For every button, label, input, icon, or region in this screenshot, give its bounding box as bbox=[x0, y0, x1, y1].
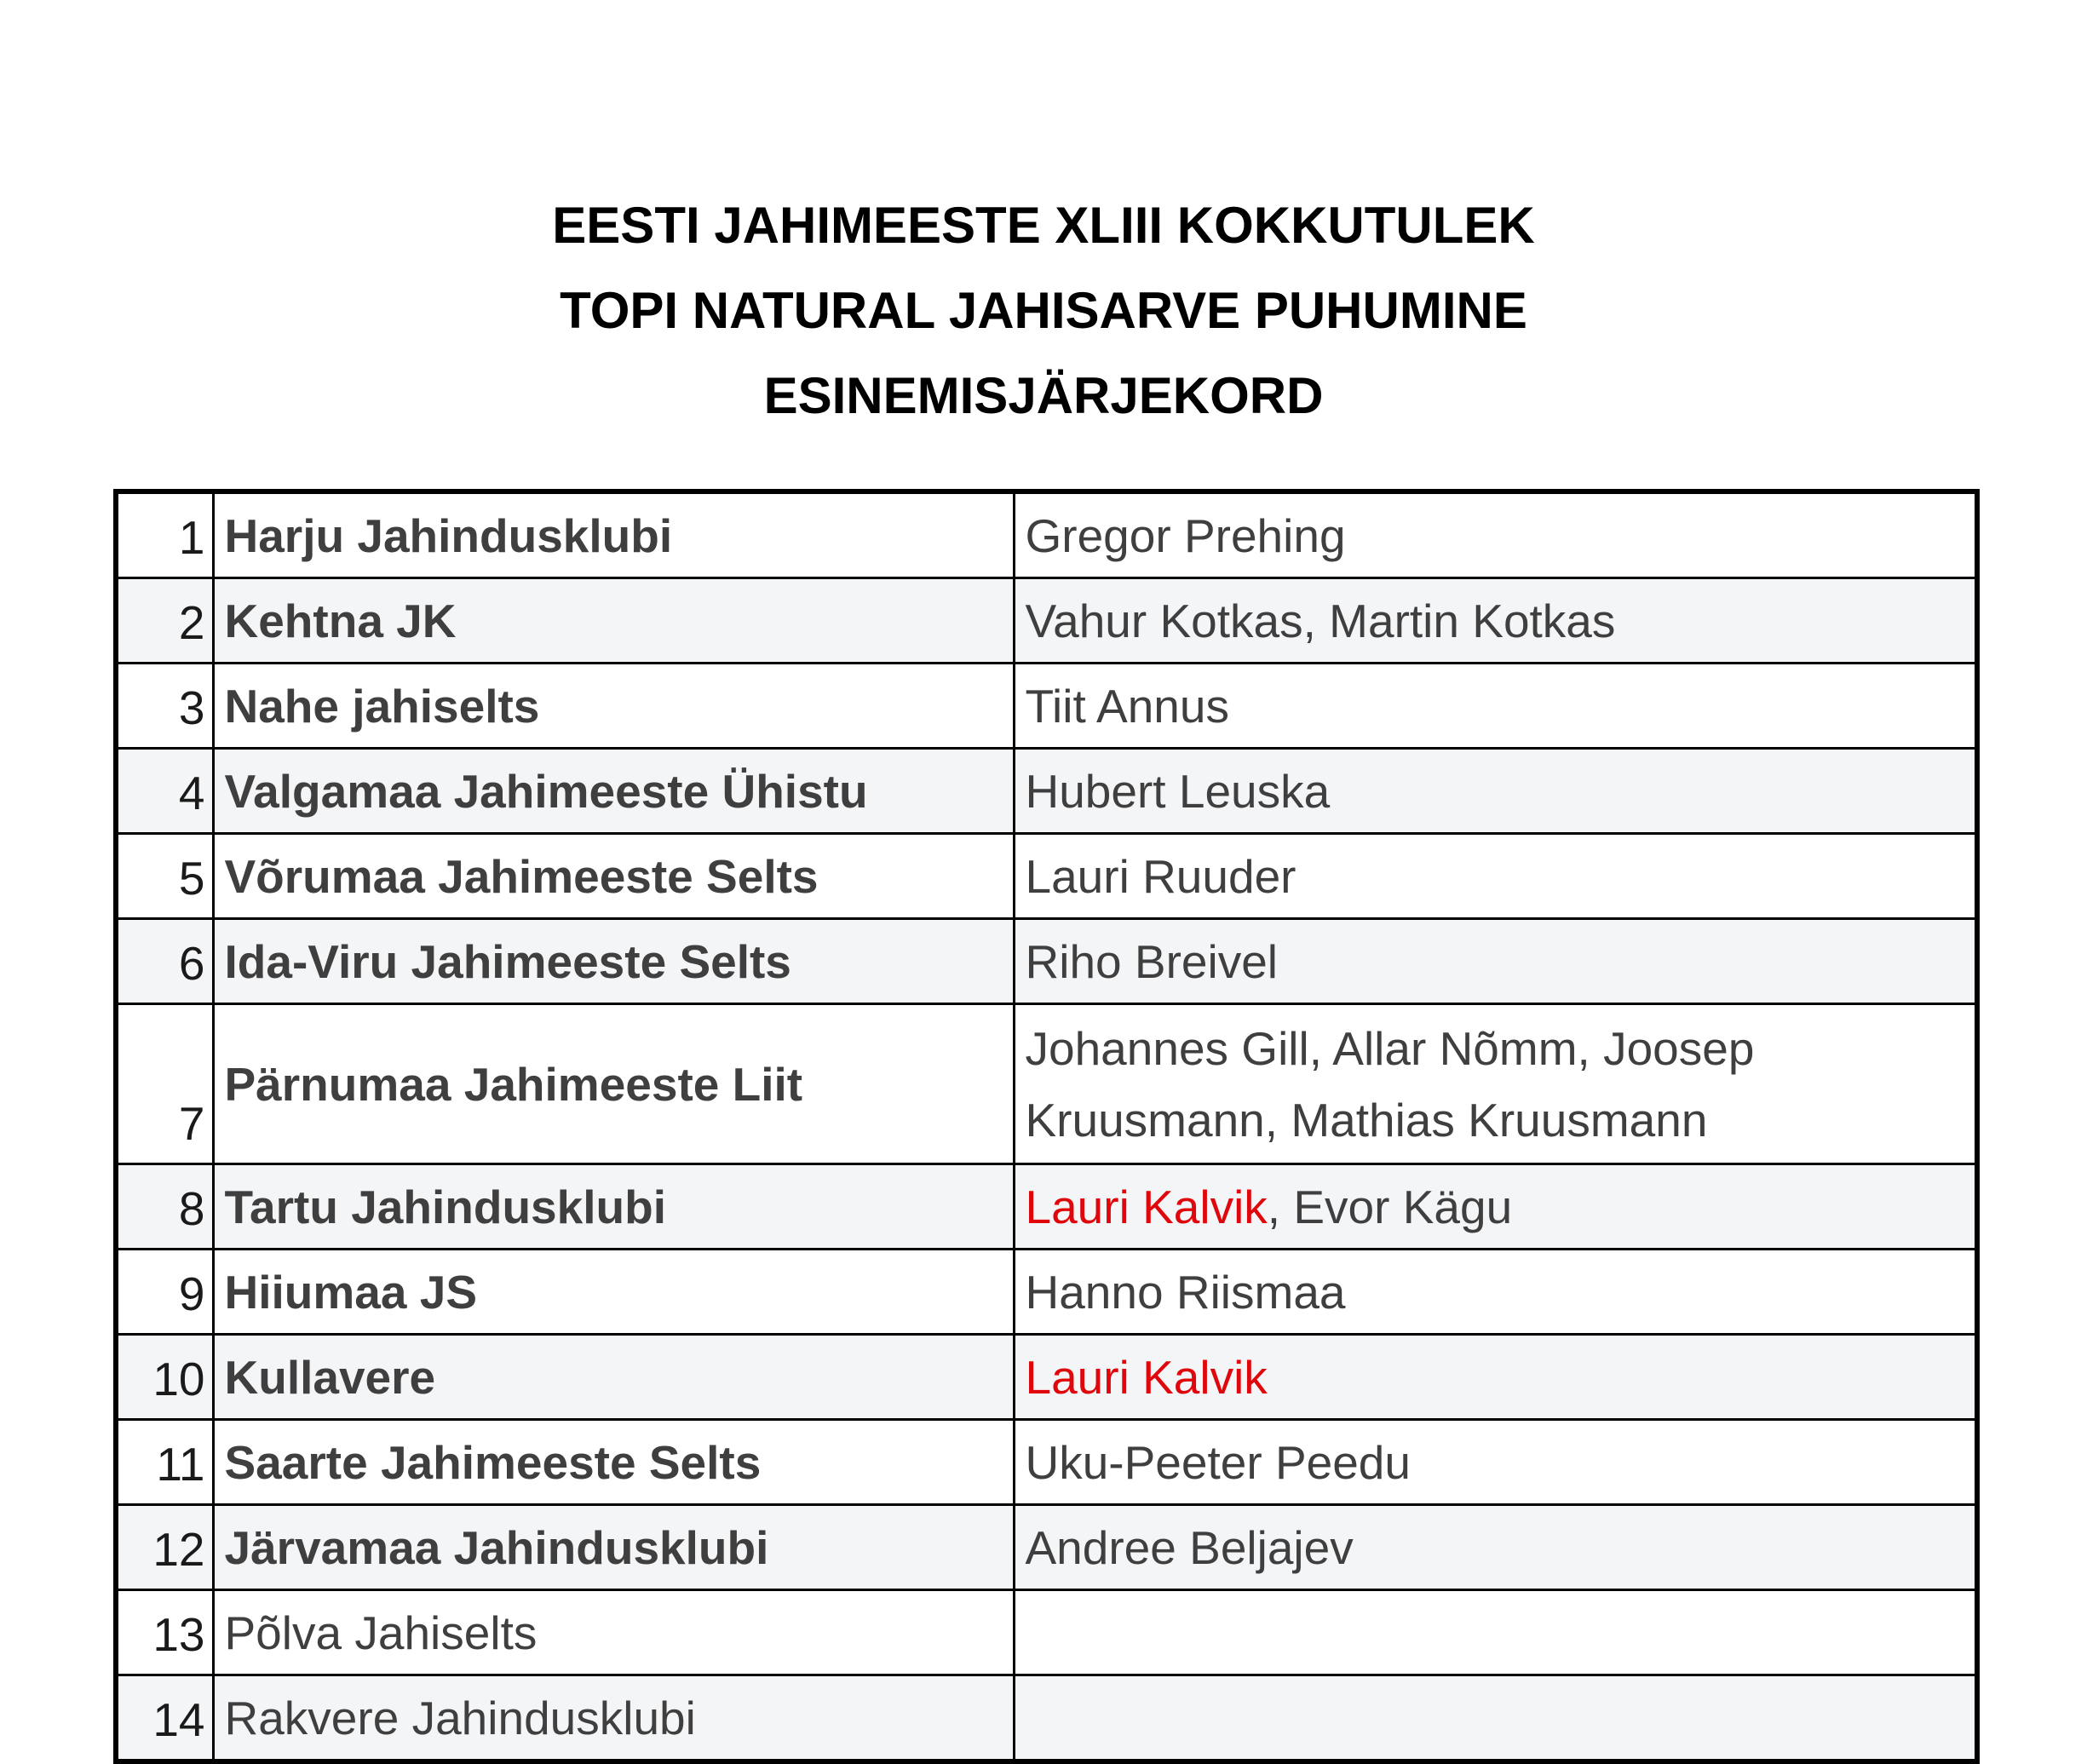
table-row bbox=[116, 1250, 1977, 1335]
table-row bbox=[116, 578, 1977, 664]
performer-name: Tiit Annus bbox=[1025, 679, 1229, 733]
performer-names bbox=[1014, 1675, 1977, 1762]
performer-name: Uku-Peeter Peedu bbox=[1025, 1435, 1411, 1489]
club-name: Pärnumaa Jahimeeste Liit bbox=[213, 1004, 1014, 1164]
club-name: Ida-Viru Jahimeeste Selts bbox=[213, 919, 1014, 1004]
table-row bbox=[116, 1675, 1977, 1762]
row-number: 14 bbox=[116, 1675, 213, 1762]
table-row bbox=[116, 1335, 1977, 1420]
performer-name: Andree Beljajev bbox=[1025, 1520, 1354, 1574]
performer-names bbox=[1014, 834, 1977, 919]
performer-names bbox=[1014, 1164, 1977, 1250]
performance-order-table bbox=[113, 489, 1980, 1764]
table-row bbox=[116, 749, 1977, 834]
club-name: Võrumaa Jahimeeste Selts bbox=[213, 834, 1014, 919]
table-row bbox=[116, 664, 1977, 749]
performer-name: Lauri Ruuder bbox=[1025, 849, 1296, 903]
row-number: 6 bbox=[116, 919, 213, 1004]
club-name: Kullavere bbox=[213, 1335, 1014, 1420]
title-competition: TOPI NATURAL JAHISARVE PUHUMINE bbox=[560, 282, 1527, 339]
performer-name: Vahur Kotkas, Martin Kotkas bbox=[1025, 594, 1616, 647]
title-block bbox=[0, 183, 2087, 439]
row-number: 8 bbox=[116, 1164, 213, 1250]
row-number: 12 bbox=[116, 1505, 213, 1590]
table-row bbox=[116, 1590, 1977, 1675]
row-number: 2 bbox=[116, 578, 213, 664]
club-name: Valgamaa Jahimeeste Ühistu bbox=[213, 749, 1014, 834]
row-number: 10 bbox=[116, 1335, 213, 1420]
performer-name: Riho Breivel bbox=[1025, 934, 1279, 988]
club-name: Nahe jahiselts bbox=[213, 664, 1014, 749]
club-name: Hiiumaa JS bbox=[213, 1250, 1014, 1335]
performance-order-body bbox=[116, 491, 1977, 1761]
performer-names bbox=[1014, 749, 1977, 834]
performer-name: Johannes Gill, Allar Nõmm, Joosep Kruusmann, Mathias Kruusmann bbox=[1025, 1021, 1755, 1146]
club-name: Järvamaa Jahindusklubi bbox=[213, 1505, 1014, 1590]
performer-name: Hanno Riismaa bbox=[1025, 1265, 1346, 1319]
performer-name: , Evor Kägu bbox=[1267, 1180, 1513, 1233]
club-name: Põlva Jahiselts bbox=[213, 1590, 1014, 1675]
table-row bbox=[116, 919, 1977, 1004]
table-row bbox=[116, 1004, 1977, 1164]
table-row bbox=[116, 1505, 1977, 1590]
club-name: Harju Jahindusklubi bbox=[213, 491, 1014, 578]
table-row bbox=[116, 1420, 1977, 1505]
performer-names bbox=[1014, 1420, 1977, 1505]
performer-names bbox=[1014, 919, 1977, 1004]
title-order: ESINEMISJÄRJEKORD bbox=[763, 367, 1324, 424]
table-row bbox=[116, 834, 1977, 919]
table-row bbox=[116, 1164, 1977, 1250]
performer-names bbox=[1014, 1590, 1977, 1675]
club-name: Saarte Jahimeeste Selts bbox=[213, 1420, 1014, 1505]
table-row bbox=[116, 491, 1977, 578]
performer-names bbox=[1014, 1335, 1977, 1420]
row-number: 11 bbox=[116, 1420, 213, 1505]
performer-names bbox=[1014, 1004, 1977, 1164]
row-number: 3 bbox=[116, 664, 213, 749]
performer-names bbox=[1014, 1250, 1977, 1335]
performer-name: Hubert Leuska bbox=[1025, 764, 1331, 818]
performer-name-highlighted: Lauri Kalvik bbox=[1025, 1180, 1268, 1233]
title-event: EESTI JAHIMEESTE XLIII KOKKUTULEK bbox=[552, 197, 1535, 254]
club-name: Rakvere Jahindusklubi bbox=[213, 1675, 1014, 1762]
performer-names bbox=[1014, 578, 1977, 664]
row-number: 4 bbox=[116, 749, 213, 834]
row-number: 1 bbox=[116, 491, 213, 578]
club-name: Tartu Jahindusklubi bbox=[213, 1164, 1014, 1250]
row-number: 5 bbox=[116, 834, 213, 919]
performer-names bbox=[1014, 1505, 1977, 1590]
performer-names bbox=[1014, 491, 1977, 578]
club-name: Kehtna JK bbox=[213, 578, 1014, 664]
performer-names bbox=[1014, 664, 1977, 749]
performer-name-highlighted: Lauri Kalvik bbox=[1025, 1350, 1268, 1404]
row-number: 9 bbox=[116, 1250, 213, 1335]
row-number: 13 bbox=[116, 1590, 213, 1675]
performer-name: Gregor Prehing bbox=[1025, 509, 1346, 562]
row-number: 7 bbox=[116, 1004, 213, 1164]
